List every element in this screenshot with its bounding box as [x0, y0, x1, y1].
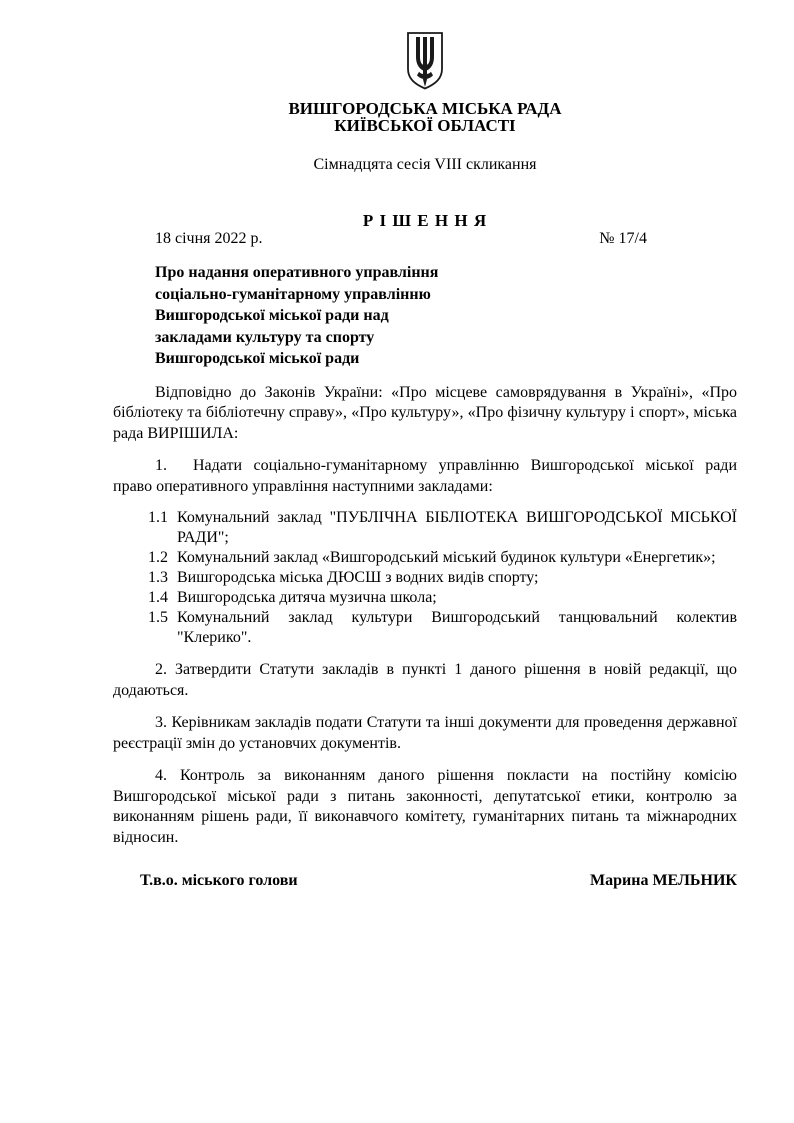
subject-line: Вишгородської міської ради над	[155, 307, 389, 324]
list-item	[148, 608, 737, 648]
item-3-paragraph: 3. Керівникам закладів подати Статути та інші документи для проведення державної реєстрації змін до установчих документів.	[113, 714, 737, 752]
list-item-number: 1.3	[148, 569, 168, 586]
list-item-text: Комунальний заклад культури Вишгородський танцювальний колектив "Клерико".	[177, 609, 737, 646]
list-item-number: 1.4	[148, 589, 168, 606]
emblem-container	[113, 31, 737, 96]
org-name-line1: ВИШГОРОДСЬКА МІСЬКА РАДА	[288, 99, 562, 118]
session-line: Сімнадцята сесія VIII скликання	[313, 156, 537, 173]
document-number: № 17/4	[599, 230, 647, 247]
item-1-text: Надати соціально-гуманітарному управлінню Вишгородської міської ради право оперативного управління наступними закладами:	[113, 457, 737, 495]
item-4-paragraph: 4. Контроль за виконанням даного рішення покласти на постійну комісію Вишгородської міської ради з питань законності, депутатської етики, контролю за виконанням рішень ради, її виконавчого комітету, гуманітарних питань та міжнародних відносин.	[113, 767, 737, 846]
list-item-text: Вишгородська дитяча музична школа;	[177, 589, 437, 606]
signer-position: Т.в.о. міського голови	[140, 872, 298, 889]
subject-line: Про надання оперативного управління	[155, 264, 439, 281]
signer-name: Марина МЕЛЬНИК	[590, 872, 737, 889]
list-item	[148, 588, 737, 608]
subject-line: соціально-гуманітарному управлінню	[155, 285, 431, 303]
item-1-paragraph	[113, 456, 737, 497]
document-type-title: Р І Ш Е Н Н Я	[362, 211, 488, 230]
list-item-number: 1.1	[148, 509, 168, 526]
document-date: 18 січня 2022 р.	[155, 230, 263, 247]
list-item-number: 1.2	[148, 549, 168, 566]
item-2-paragraph: 2. Затвердити Статути закладів в пункті 1 даного рішення в новій редакції, що додаються.	[113, 661, 737, 699]
list-item-number: 1.5	[148, 609, 168, 626]
subject-line: Вишгородської міської ради	[155, 350, 360, 367]
ukraine-trident-emblem-icon	[406, 31, 444, 96]
list-item	[148, 548, 737, 568]
org-name-line2: КИЇВСЬКОЇ ОБЛАСТІ	[334, 116, 516, 135]
list-item-text: Вишгородська міська ДЮСШ з водних видів спорту;	[177, 569, 539, 586]
subject-line: закладами культуру та спорту	[155, 328, 375, 346]
list-item-text: Комунальний заклад «Вишгородський міський будинок культури «Енергетик»;	[177, 549, 716, 566]
facilities-sublist	[113, 508, 737, 648]
intro-paragraph: Відповідно до Законів України: «Про місцеве самоврядування в Україні», «Про бібліотеку та бібліотечну справу», «Про культуру», «Про фізичну культуру і спорт», міська рада ВИРІШИЛА:	[113, 383, 737, 442]
date-number-row	[113, 230, 737, 248]
list-item	[148, 508, 737, 548]
subject-block	[155, 262, 737, 370]
signature-row	[113, 872, 737, 890]
item-1-number: 1.	[155, 457, 167, 474]
list-item	[148, 568, 737, 588]
list-item-text: Комунальний заклад "ПУБЛІЧНА БІБЛІОТЕКА ВИШГОРОДСЬКОЇ МІСЬКОЇ РАДИ";	[177, 509, 737, 546]
